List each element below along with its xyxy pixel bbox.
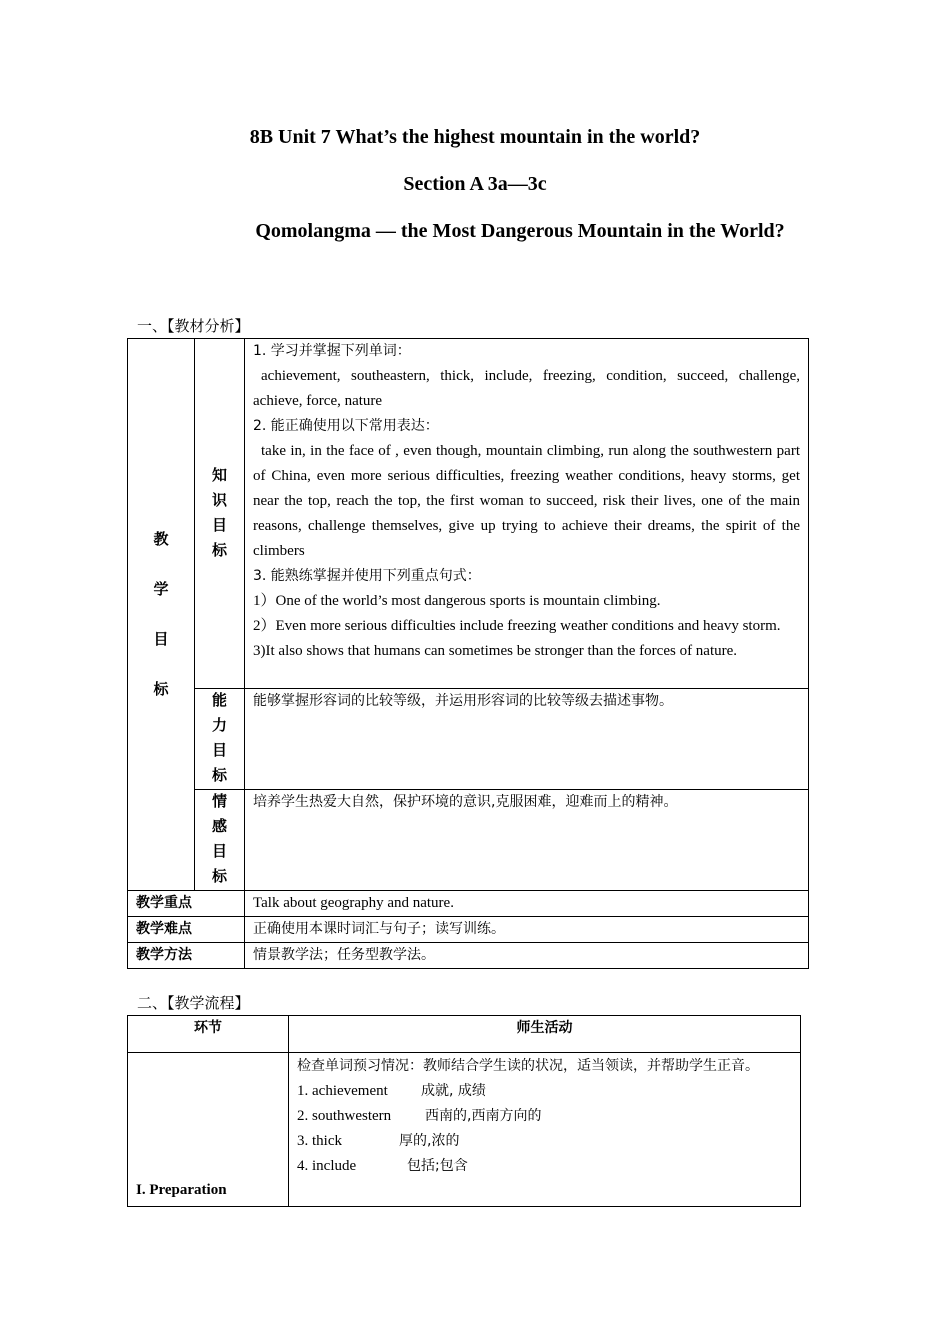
analysis-table (127, 338, 809, 969)
preparation-intro: 检查单词预习情况：教师结合学生读的状况，适当领读，并帮助学生正音。 (297, 1058, 759, 1074)
ability-char: 力 (211, 718, 227, 734)
process-table (127, 1015, 801, 1207)
title-line-1: 8B Unit 7 What’s the highest mountain in the world? (249, 126, 701, 148)
emotion-char: 目 (211, 844, 227, 860)
key-points-value: Talk about geography and nature. (245, 891, 809, 917)
goals-char: 学 (153, 581, 169, 598)
title-line-2: Section A 3a—3c (403, 173, 547, 195)
difficult-points-value: 正确使用本课时词汇与句子；读写训练。 (245, 917, 809, 943)
ability-goals-content: 能够掌握形容词的比较等级，并运用形容词的比较等级去描述事物。 (245, 689, 809, 790)
knowledge-char: 知 (211, 467, 227, 484)
vocab-chinese: 厚的,浓的 (399, 1133, 460, 1149)
vocab-english: 3. thick (297, 1133, 342, 1149)
emotion-char: 标 (211, 869, 227, 885)
vocab-item (297, 1104, 792, 1129)
ability-goals-label (195, 689, 245, 790)
expressions-list: take in, in the face of , even though, mountain climbing, run along the southwestern part of China, even more serious difficulties, freezing weather conditions, heavy storms, get near the top, reach the top, the first woman to succeed, risk their lives, one of the main reasons, challenge themselves, give up trying to achieve their dreams, the spirit of the climbers (253, 443, 800, 559)
goals-char: 标 (153, 681, 169, 698)
goals-char: 教 (153, 531, 169, 548)
knowledge-goals-content (245, 339, 809, 689)
vocab-chinese: 成就, 成绩 (421, 1083, 486, 1099)
vocab-chinese: 包括;包含 (407, 1158, 468, 1174)
knowledge-line-2: 2. 能正确使用以下常用表达： (253, 418, 439, 434)
stage-preparation: I. Preparation (128, 1053, 289, 1207)
knowledge-char: 目 (211, 517, 227, 534)
goals-char: 目 (153, 631, 169, 648)
teaching-goals-label (128, 339, 195, 891)
knowledge-char: 识 (211, 492, 227, 509)
vocab-chinese: 西南的,西南方向的 (425, 1108, 542, 1124)
vocab-english: 2. southwestern (297, 1108, 392, 1124)
knowledge-line-3: 3. 能熟练掌握并使用下列重点句式： (253, 568, 481, 584)
knowledge-goals-label (195, 339, 245, 689)
teaching-methods-value: 情景教学法；任务型教学法。 (245, 943, 809, 969)
emotion-char: 情 (211, 794, 227, 810)
title-line-3: Qomolangma — the Most Dangerous Mountain in the World? (255, 220, 785, 242)
teaching-methods-label: 教学方法 (128, 943, 245, 969)
emotion-char: 感 (211, 819, 227, 835)
preparation-activity (289, 1053, 801, 1207)
ability-char: 目 (211, 743, 227, 759)
difficult-points-label: 教学难点 (128, 917, 245, 943)
stage-column-header: 环节 (128, 1016, 289, 1053)
ability-char: 能 (211, 693, 227, 709)
knowledge-char: 标 (211, 542, 227, 559)
knowledge-line-1: 1. 学习并掌握下列单词： (253, 343, 411, 359)
key-sentence-3: 3)It also shows that humans can sometimes be stronger than the forces of nature. (253, 643, 738, 659)
ability-char: 标 (211, 768, 227, 784)
key-sentence-1: 1）One of the world’s most dangerous sports is mountain climbing. (253, 593, 661, 609)
section-2-label: 二、【教学流程】 (137, 994, 250, 1012)
vocab-english: 4. include (297, 1158, 357, 1174)
vocab-item (297, 1154, 792, 1179)
vocab-item (297, 1079, 792, 1104)
vocab-english: 1. achievement (297, 1083, 388, 1099)
key-points-label: 教学重点 (128, 891, 245, 917)
emotion-goals-label (195, 790, 245, 891)
key-sentence-2: 2）Even more serious difficulties include freezing weather conditions and heavy storm. (253, 618, 781, 634)
vocabulary-list: achievement, southeastern, thick, include, freezing, condition, succeed, challenge, achieve, force, nature (253, 368, 800, 409)
activity-column-header: 师生活动 (289, 1016, 801, 1053)
vocab-item (297, 1129, 792, 1154)
emotion-goals-content: 培养学生热爱大自然，保护环境的意识,克服困难，迎难而上的精神。 (245, 790, 809, 891)
section-1-label: 一、【教材分析】 (137, 317, 250, 335)
